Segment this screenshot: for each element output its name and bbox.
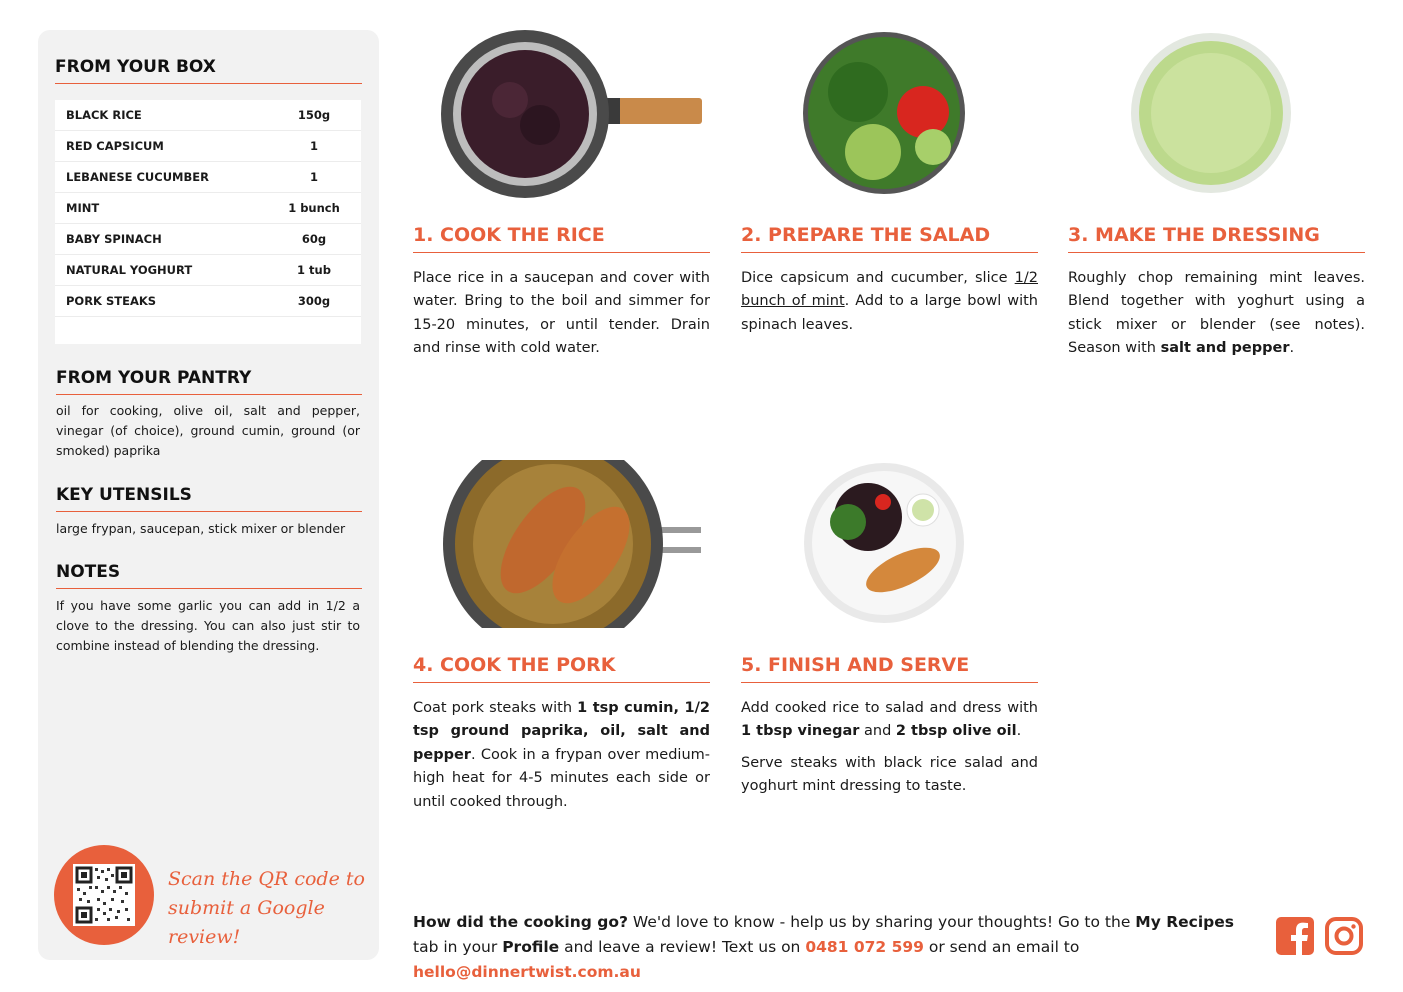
text-run: Serve steaks with black rice salad and yoghurt mint dressing to taste. <box>741 754 1038 795</box>
text-run: We'd love to know - help us by sharing your thoughts! Go to the <box>627 913 1136 931</box>
step-4-title: 4. COOK THE PORK <box>413 654 710 683</box>
text-run: 2 tbsp olive oil <box>895 723 1017 740</box>
text-run: Add cooked rice to salad and dress with <box>741 700 1038 716</box>
step-paragraph <box>413 697 710 814</box>
text-run: . <box>1289 340 1295 357</box>
dressing-bowl-image <box>1130 32 1292 194</box>
ingredient-qty: 150g <box>297 108 331 122</box>
text-run: Profile <box>502 938 560 956</box>
pantry-title: FROM YOUR PANTRY <box>56 368 362 395</box>
text-run: How did the cooking go? <box>413 913 628 931</box>
text-run: 1 tsp cumin, 1/2 tsp ground paprika, oil, salt and pepper <box>413 700 710 763</box>
text-run: My Recipes <box>1135 913 1234 931</box>
utensils-text: large frypan, saucepan, stick mixer or blender <box>56 521 346 536</box>
ingredient-name: BLACK RICE <box>66 108 142 122</box>
ingredient-qty: 1 <box>309 139 318 153</box>
text-run: salt and pepper <box>1160 340 1290 357</box>
qr-caption <box>168 865 368 952</box>
text-run: Place rice in a saucepan and cover with water. Bring to the boil and simmer for 15-20 minutes, or until tender. Drain and rinse with cold water. <box>413 270 710 357</box>
sidebar <box>38 30 379 960</box>
ingredient-qty: 1 tub <box>297 263 331 277</box>
facebook-icon[interactable] <box>1276 917 1314 955</box>
ingredient-name: BABY SPINACH <box>66 232 162 246</box>
step-2-title: 2. PREPARE THE SALAD <box>741 224 1038 253</box>
ingredient-name: MINT <box>66 201 100 215</box>
contact-link[interactable]: hello@dinnertwist.com.au <box>413 963 641 981</box>
finished-plate-image <box>803 462 965 624</box>
ingredient-name: RED CAPSICUM <box>66 139 164 153</box>
feedback-footer <box>413 910 1263 985</box>
text-run: . Add to a large bowl with spinach leaves. <box>741 293 1038 333</box>
notes-text: If you have some garlic you can add in 1/2 a clove to the dressing. You can also just stir to combine instead of blending the dressing. <box>56 598 360 653</box>
pantry-text: oil for cooking, olive oil, salt and pepper, vinegar (of choice), ground cumin, ground (or smoked) paprika <box>56 403 360 458</box>
pork-frypan-image <box>443 460 703 628</box>
step-3-title: 3. MAKE THE DRESSING <box>1068 224 1365 253</box>
step-2-text <box>741 267 1038 345</box>
notes-title: NOTES <box>56 562 362 589</box>
text-run: tab in your <box>413 938 503 956</box>
ingredient-name: NATURAL YOGHURT <box>66 263 193 277</box>
salad-bowl-image <box>803 32 965 194</box>
step-paragraph <box>741 697 1038 744</box>
ingredient-row <box>55 100 361 131</box>
qr-code-badge[interactable] <box>54 845 154 945</box>
ingredient-row <box>55 193 361 224</box>
text-run: Dice capsicum and cucumber, slice <box>741 270 1015 286</box>
text-run: . Cook in a frypan over medium-high heat for 4-5 minutes each side or until cooked through. <box>413 746 710 810</box>
ingredient-qty: 300g <box>297 294 331 308</box>
ingredient-qty: 60g <box>301 232 327 246</box>
ingredient-row <box>55 224 361 255</box>
text-run: 1 tbsp vinegar <box>741 723 860 740</box>
step-4-text <box>413 697 710 822</box>
qr-caption-line1: Scan the QR code to <box>168 868 365 890</box>
utensils-title: KEY UTENSILS <box>56 485 362 512</box>
text-run: Coat pork steaks with <box>413 700 578 716</box>
text-run: and leave a review! Text us on <box>559 938 806 956</box>
ingredient-qty: 1 bunch <box>288 201 340 215</box>
step-5-text <box>741 697 1038 807</box>
instagram-icon[interactable] <box>1325 917 1363 955</box>
step-paragraph <box>741 267 1038 337</box>
ingredient-name: LEBANESE CUCUMBER <box>66 170 209 184</box>
qr-code-icon <box>73 864 135 926</box>
ingredient-row <box>55 131 361 162</box>
step-1-text <box>413 267 710 369</box>
text-run: Roughly chop remaining mint leaves. Blend together with yoghurt using a stick mixer or blender (see notes). Season with <box>1068 270 1365 357</box>
text-run: . <box>1016 723 1022 740</box>
step-paragraph <box>741 752 1038 799</box>
ingredient-name: PORK STEAKS <box>66 294 157 308</box>
step-1-title: 1. COOK THE RICE <box>413 224 710 253</box>
rice-strainer-image <box>440 30 702 198</box>
ingredient-row <box>55 255 361 286</box>
contact-link[interactable]: 0481 072 599 <box>805 938 924 956</box>
box-title: FROM YOUR BOX <box>55 57 362 84</box>
step-5-title: 5. FINISH AND SERVE <box>741 654 1038 683</box>
ingredient-table <box>55 100 361 344</box>
step-paragraph <box>413 267 710 361</box>
step-paragraph <box>1068 267 1365 361</box>
step-3-text <box>1068 267 1365 369</box>
text-run: or send an email to <box>923 938 1080 956</box>
ingredient-qty: 1 <box>309 170 318 184</box>
text-run: 1/2 bunch of mint <box>741 270 1038 310</box>
ingredient-row <box>55 286 361 317</box>
text-run: and <box>859 723 896 740</box>
ingredient-row <box>55 162 361 193</box>
qr-caption-line2: submit a Google review! <box>168 897 325 948</box>
